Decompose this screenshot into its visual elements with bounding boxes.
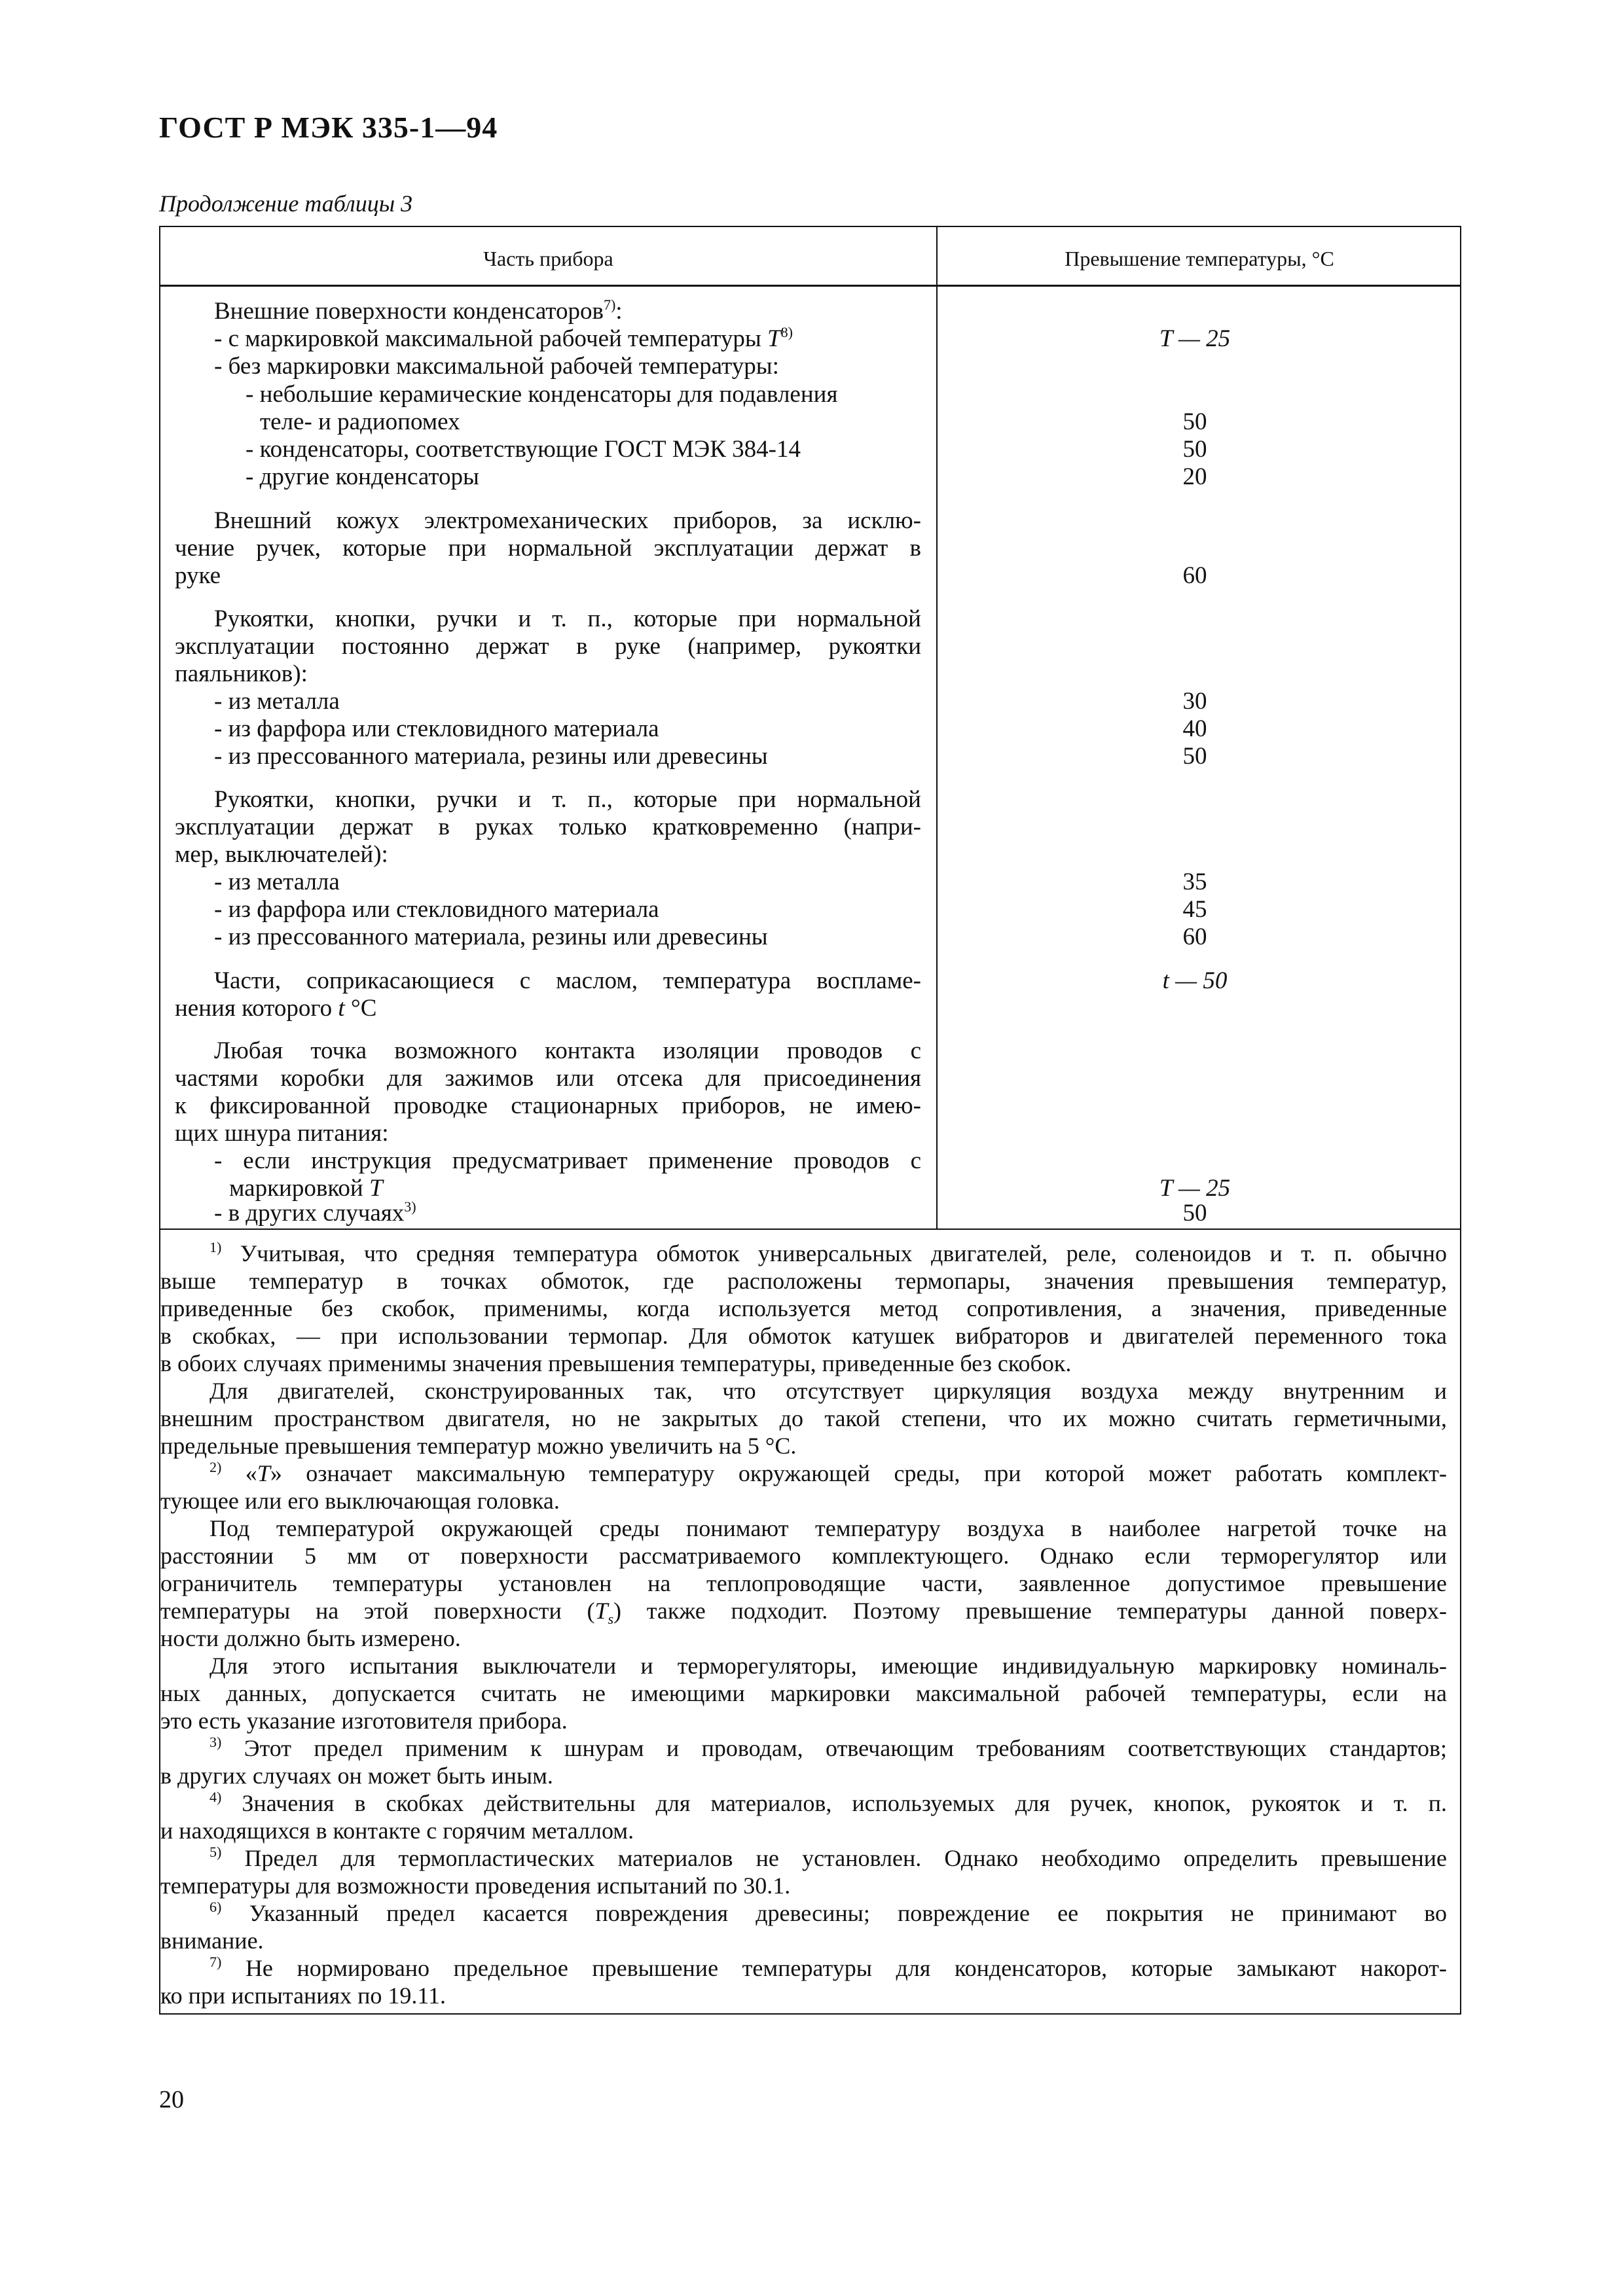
footnote-line: Для этого испытания выключатели и терморегуляторы, имеющие индивидуальную маркировку номиналь- [210,1653,1447,1679]
row-text-line: Рукоятки, кнопки, ручки и т. п., которые при нормальной [214,605,921,632]
row-text-line: Части, соприкасающиеся с маслом, температура воспламе- [214,967,921,994]
page-number: 20 [159,2086,184,2113]
row-text-line: - из фарфора или стекловидного материала [214,896,659,923]
footnote-line: выше температур в точках обмоток, где расположены термопары, значения превышения температур, [160,1268,1447,1294]
row-text-line: чение ручек, которые при нормальной эксплуатации держат в [175,535,921,562]
row-text-line: - если инструкция предусматривает применение проводов с [214,1147,921,1174]
footnote-line: $^{4)}$ Значения в скобках действительны для материалов, используемых для ручек, кнопок, рукояток и т. п. [210,1789,1447,1816]
footnote-line: тующее или его выключающая головка. [160,1488,560,1514]
footnote-line: внешним пространством двигателя, но не закрытых до такой степени, что их можно считать герметичными, [160,1405,1447,1431]
row-text-line: - из прессованного материала, резины или древесины [214,924,768,950]
value-cell: 40 [1182,715,1207,742]
row-text-line: - из фарфора или стекловидного материала [214,715,659,742]
row-text-line: Внешний кожух электромеханических приборов, за исклю- [214,507,921,534]
footnote-line: внимание. [160,1928,264,1954]
row-text-line: Рукоятки, кнопки, ручки и т. п., которые при нормальной [214,786,921,813]
footnote-line: предельные превышения температур можно увеличить на 5 °С. [160,1433,797,1459]
value-cell: 50 [1182,743,1207,770]
header-rule [160,285,1460,287]
footnote-line: температуры на этой поверхности $(T_s)$ также подходит. Поэтому превышение температуры данной поверх- [160,1598,1447,1628]
footnote-mark: 2) [210,1459,222,1475]
footnote-line: в скобках, — при использовании термопар. Для обмоток катушек вибраторов и двигателей переменного тока [160,1323,1447,1349]
footnote-mark: 1) [210,1239,222,1255]
row-text-line: Любая точка возможного контакта изоляции проводов с [214,1037,921,1064]
footnote-line: расстоянии 5 мм от поверхности рассматриваемого комплектующего. Однако если терморегулятор или [160,1543,1447,1569]
temperature-rise-table [159,226,1461,2015]
value-cell: T — 25 [1159,325,1231,352]
row-text-line: Внешние поверхности конденсаторов$^{7)}$: [214,296,623,325]
row-text-line: - с маркировкой максимальной рабочей температуры $T^{8)}$ [214,324,793,352]
footnote-line: $^{7)}$ Не нормировано предельное превышение температуры для конденсаторов, которые замыкают накорот- [210,1954,1447,1981]
footnote-line: ности должно быть измерено. [160,1625,461,1651]
row-text-line: - другие конденсаторы [246,463,479,490]
footnote-line: ограничитель температуры установлен на теплопроводящие части, заявленное допустимое превышение [160,1570,1447,1596]
row-text-line: - из металла [214,688,340,715]
footnote-ref: 7) [603,296,616,313]
footnote-mark: 4) [210,1789,222,1805]
column-header-temperature: Превышение температуры, °С [1065,247,1334,270]
value-cell: 50 [1182,1200,1207,1227]
value-cell: 30 [1182,688,1207,715]
value-cell: 50 [1182,408,1207,435]
footnote-mark: 7) [210,1954,222,1970]
footnote-line: $^{2)}$ «T» означает максимальную температуру окружающей среды, при которой может работать комплект- [210,1459,1447,1486]
footnote-line: это есть указание изготовителя прибора. [160,1708,568,1734]
footnote-line: температуры для возможности проведения испытаний по 30.1. [160,1873,791,1899]
footnote-line: $^{1)}$ Учитывая, что средняя температура обмоток универсальных двигателей, реле, соленоидов и т. п. обычно [210,1239,1447,1266]
footnote-line: $^{6)}$ Указанный предел касается повреждения древесины; повреждение ее покрытия не принимают во [210,1899,1448,1926]
row-text-line: - небольшие керамические конденсаторы для подавления [246,381,838,408]
footnote-mark: 5) [210,1844,222,1860]
row-text-line: щих шнура питания: [175,1120,389,1147]
footnote-line: Под температурой окружающей среды понимают температуру воздуха в наиболее нагретой точке на [210,1515,1447,1541]
footnote-line: ных данных, допускается считать не имеющими маркировки максимальной рабочей температуры, если на [160,1680,1447,1706]
value-cell: 35 [1182,869,1207,895]
row-text-line: - без маркировки максимальной рабочей температуры: [214,353,779,380]
row-text-line: эксплуатации держат в руках только кратковременно (напри- [175,814,921,840]
value-cell: 45 [1182,896,1207,923]
row-text-line: частями коробки для зажимов или отсека для присоединения [175,1065,921,1092]
value-cell: T — 25 [1159,1175,1231,1202]
row-text-line: мер, выключателей): [175,841,388,868]
column-divider [936,227,938,1229]
footnote-line: приведенные без скобок, применимы, когда используется метод сопротивления, а значения, приведенные [160,1295,1447,1321]
row-text-line: к фиксированной проводке стационарных приборов, не имею- [175,1092,921,1119]
value-cell: t — 50 [1162,967,1228,994]
row-text-line: руке [175,562,221,589]
footnotes-rule [160,1229,1460,1230]
document-title: ГОСТ Р МЭК 335-1—94 [159,111,498,144]
column-header-part: Часть прибора [483,247,613,270]
footnote-line: $^{3)}$ Этот предел применим к шнурам и проводам, отвечающим требованиям соответствующих стандартов; [210,1734,1447,1761]
row-text-line: маркировкой T [229,1175,383,1202]
footnote-line: в обоих случаях применимы значения превышения температуры, приведенные без скобок. [160,1350,1072,1376]
row-text-line: теле- и радиопомех [260,408,460,435]
row-text-line: - из прессованного материала, резины или древесины [214,743,768,770]
footnote-line: $^{5)}$ Предел для термопластических материалов не установлен. Однако необходимо определить превышение [210,1844,1448,1871]
footnote-mark: 3) [210,1734,222,1750]
footnote-line: Для двигателей, сконструированных так, что отсутствует циркуляция воздуха между внутренним и [210,1378,1447,1404]
footnote-ref: 8) [780,324,793,340]
row-text-line: - из металла [214,869,340,895]
value-cell: 60 [1182,924,1207,950]
row-text-line: - конденсаторы, соответствующие ГОСТ МЭК 384-14 [246,436,801,463]
value-cell: 20 [1182,463,1207,490]
table-caption: Продолжение таблицы 3 [159,190,413,217]
row-text-line: эксплуатации постоянно держат в руке (например, рукоятки [175,633,921,660]
footnote-line: ко при испытаниях по 19.11. [160,1982,447,2009]
row-text-line: паяльников): [175,660,308,687]
footnote-mark: 6) [210,1899,222,1915]
footnote-line: и находящихся в контакте с горячим металлом. [160,1818,634,1844]
value-cell: 60 [1182,562,1207,589]
footnote-ref: 3) [404,1198,416,1215]
row-text-line: нения которого t °С [175,995,377,1022]
row-text-line: - в других случаях$^{3)}$ [214,1198,416,1227]
footnote-line: в других случаях он может быть иным. [160,1763,553,1789]
value-cell: 50 [1182,436,1207,463]
